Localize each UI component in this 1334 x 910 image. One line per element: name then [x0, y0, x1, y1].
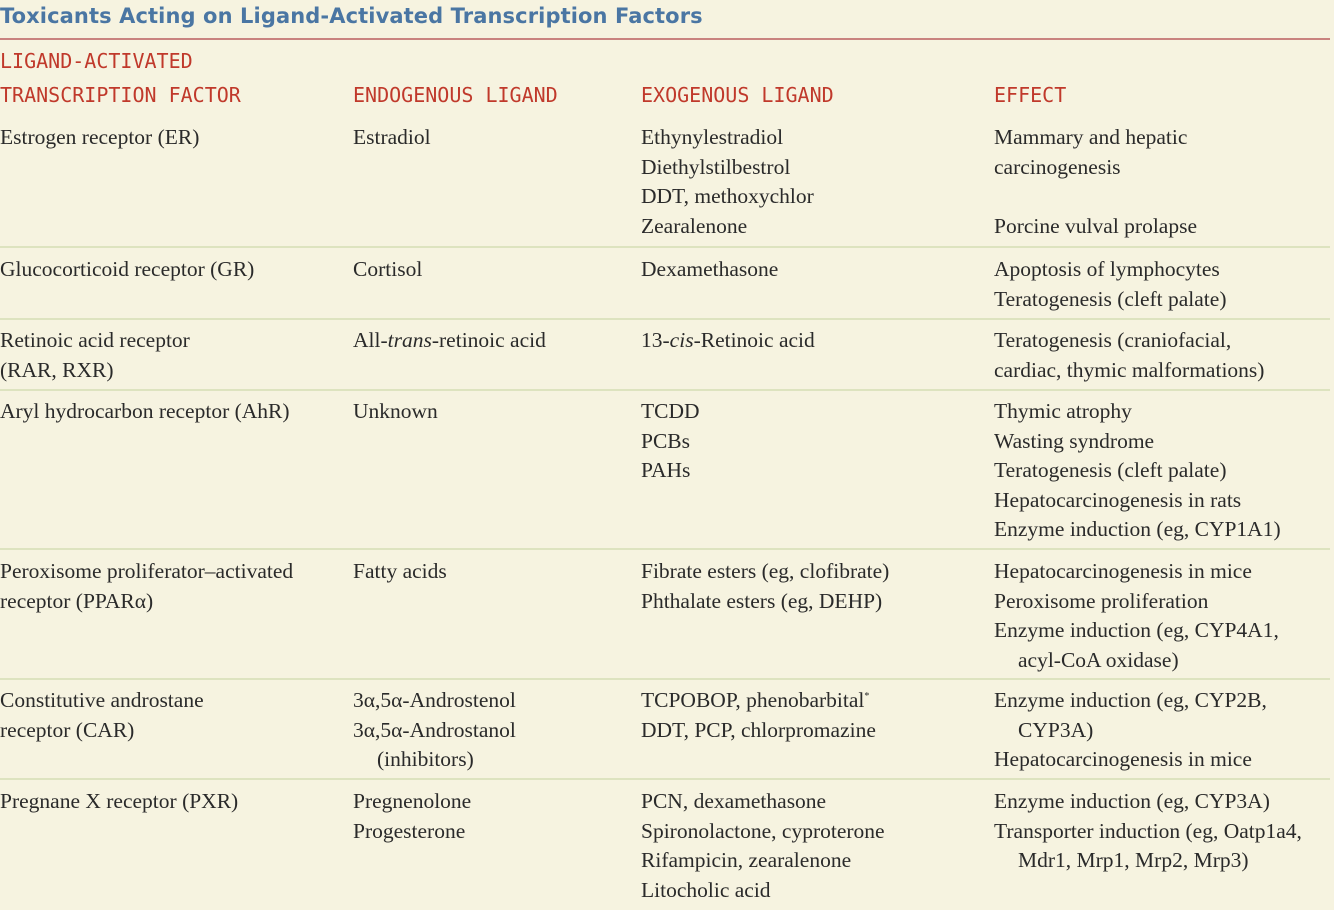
factor-cell	[0, 397, 290, 427]
row-divider	[0, 318, 1330, 320]
cell-line: (RAR, RXR)	[0, 357, 114, 382]
cell-line: Apoptosis of lymphocytes	[994, 257, 1220, 281]
cell-line: Enzyme induction (eg, CYP4A1,	[994, 618, 1279, 642]
cell-line: 3α,5α-Androstenol	[353, 688, 516, 712]
effect-cell	[994, 123, 1197, 241]
effect-cell	[994, 397, 1281, 545]
column-header-factor-line1: LIGAND-ACTIVATED	[0, 49, 193, 73]
cell-line: Enzyme induction (eg, CYP2B,	[994, 688, 1267, 712]
cell-text: All-	[353, 328, 388, 352]
cell-text: -Retinoic acid	[693, 328, 815, 352]
effect-cell	[994, 686, 1267, 775]
cell-line: DDT, PCP, chlorpromazine	[641, 717, 876, 742]
cell-line: receptor (PPARα)	[0, 588, 154, 613]
cell-line: Pregnenolone	[353, 789, 472, 813]
cell-line: Ethynylestradiol	[641, 125, 784, 149]
column-header-factor	[0, 44, 241, 112]
cell-line: TCDD	[641, 399, 700, 423]
cell-line: Hepatocarcinogenesis in mice	[994, 747, 1252, 771]
cell-line: Glucocorticoid receptor (GR)	[0, 257, 255, 281]
cell-line: Diethylstilbestrol	[641, 154, 791, 179]
column-header-exogenous: EXOGENOUS LIGAND	[641, 83, 834, 107]
factor-cell	[0, 123, 199, 153]
cell-line: Fibrate esters (eg, clofibrate)	[641, 559, 890, 583]
cell-line: Pregnane X receptor (PXR)	[0, 789, 239, 813]
exogenous-cell	[641, 397, 700, 486]
cell-line: acyl-CoA oxidase)	[1018, 647, 1179, 672]
cell-line: Mdr1, Mrp1, Mrp2, Mrp3)	[1018, 848, 1249, 872]
cell-line: Litocholic acid	[641, 877, 771, 902]
cell-text: -retinoic acid	[431, 328, 546, 352]
cell-italic-text: cis	[669, 328, 694, 352]
cell-line: 3α,5α-Androstanol	[353, 717, 516, 742]
cell-line: carcinogenesis	[994, 154, 1121, 179]
column-header-effect: EFFECT	[994, 83, 1067, 107]
endogenous-cell	[353, 326, 546, 356]
factor-cell	[0, 787, 238, 817]
cell-line: receptor (CAR)	[0, 717, 135, 742]
cell-line: Estrogen receptor (ER)	[0, 125, 200, 149]
column-header-factor-line2: TRANSCRIPTION FACTOR	[0, 83, 241, 107]
column-header-endogenous: ENDOGENOUS LIGAND	[353, 83, 558, 107]
endogenous-cell	[353, 397, 438, 427]
cell-line: Rifampicin, zearalenone	[641, 848, 852, 872]
effect-cell	[994, 255, 1226, 314]
exogenous-cell	[641, 686, 876, 745]
cell-line: DDT, methoxychlor	[641, 184, 814, 208]
cell-line: Transporter induction (eg, Oatp1a4,	[994, 818, 1302, 843]
exogenous-cell	[641, 123, 814, 241]
exogenous-cell	[641, 557, 889, 616]
endogenous-cell	[353, 255, 422, 285]
factor-cell	[0, 326, 190, 385]
effect-cell	[994, 326, 1264, 385]
cell-line: Retinoic acid receptor	[0, 328, 190, 352]
row-divider	[0, 548, 1330, 550]
cell-line: Teratogenesis (cleft palate)	[994, 286, 1227, 311]
endogenous-cell	[353, 686, 516, 775]
row-divider	[0, 389, 1330, 391]
cell-line: Enzyme induction (eg, CYP1A1)	[994, 517, 1281, 541]
cell-line: (inhibitors)	[377, 747, 474, 771]
cell-line: Porcine vulval prolapse	[994, 213, 1198, 238]
cell-line: Cortisol	[353, 257, 423, 281]
endogenous-cell	[353, 123, 431, 153]
cell-line: Mammary and hepatic	[994, 125, 1188, 149]
exogenous-cell	[641, 255, 778, 285]
cell-line: Teratogenesis (craniofacial,	[994, 328, 1232, 352]
cell-line: Fatty acids	[353, 559, 447, 583]
cell-line	[353, 326, 546, 356]
factor-cell	[0, 686, 204, 745]
endogenous-cell	[353, 787, 471, 846]
cell-line: PAHs	[641, 458, 691, 482]
cell-line: Enzyme induction (eg, CYP3A)	[994, 789, 1270, 813]
title-rule	[0, 38, 1330, 40]
cell-line: Aryl hydrocarbon receptor (AhR)	[0, 399, 290, 423]
cell-line: Hepatocarcinogenesis in rats	[994, 487, 1242, 512]
cell-line	[641, 686, 876, 716]
cell-line	[641, 326, 815, 356]
endogenous-cell	[353, 557, 447, 587]
effect-cell	[994, 787, 1302, 876]
exogenous-cell	[641, 326, 815, 356]
cell-line: Thymic atrophy	[994, 399, 1132, 423]
cell-line: Teratogenesis (cleft palate)	[994, 458, 1227, 482]
factor-cell	[0, 255, 254, 285]
cell-line: PCBs	[641, 428, 691, 453]
exogenous-cell	[641, 787, 885, 905]
cell-line: PCN, dexamethasone	[641, 789, 827, 813]
row-divider	[0, 678, 1330, 680]
cell-line: Zearalenone	[641, 213, 748, 238]
row-divider	[0, 778, 1330, 780]
cell-line: Hepatocarcinogenesis in mice	[994, 559, 1252, 583]
cell-line: Dexamethasone	[641, 257, 779, 281]
cell-line	[994, 182, 1197, 212]
cell-line: Constitutive androstane	[0, 688, 204, 712]
cell-line: Spironolactone, cyproterone	[641, 818, 885, 843]
cell-italic-text: trans	[387, 328, 432, 352]
cell-line: Progesterone	[353, 818, 466, 843]
cell-line: Wasting syndrome	[994, 428, 1155, 453]
factor-cell	[0, 557, 293, 616]
row-divider	[0, 246, 1330, 248]
effect-cell	[994, 557, 1279, 675]
cell-line: Estradiol	[353, 125, 431, 149]
cell-line: Peroxisome proliferation	[994, 588, 1209, 613]
cell-line: CYP3A)	[1018, 717, 1094, 742]
cell-line: cardiac, thymic malformations)	[994, 357, 1265, 382]
footnote-mark: *	[864, 690, 870, 702]
cell-line: Phthalate esters (eg, DEHP)	[641, 588, 883, 613]
table-title: Toxicants Acting on Ligand-Activated Transcription Factors	[0, 4, 703, 28]
cell-text: TCPOBOP, phenobarbital	[641, 688, 865, 712]
cell-line: Unknown	[353, 399, 438, 423]
cell-line: Peroxisome proliferator–activated	[0, 559, 294, 583]
cell-text: 13-	[641, 328, 670, 352]
